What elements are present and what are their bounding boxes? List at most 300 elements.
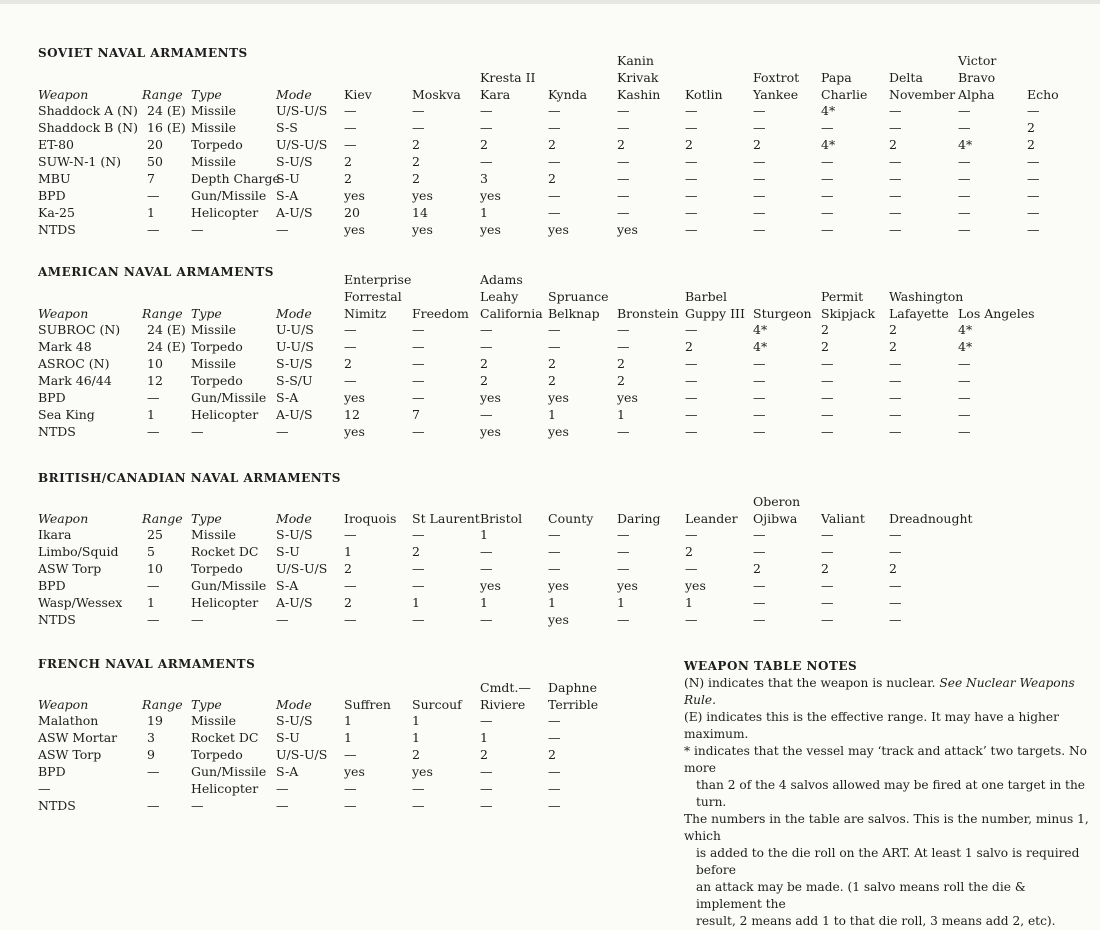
column-header: Victor xyxy=(958,53,997,68)
table-cell: 4* xyxy=(753,339,768,354)
table-cell: — xyxy=(753,205,766,220)
column-header: Enterprise xyxy=(344,272,412,287)
table-cell: — xyxy=(344,578,357,593)
table-cell: 1 xyxy=(548,407,556,422)
table-cell: — xyxy=(821,373,834,388)
table-cell: 2 xyxy=(821,322,829,337)
note-text: (N) indicates that the weapon is nuclear. xyxy=(684,676,936,690)
table-cell: 1 xyxy=(147,407,155,422)
table-cell: — xyxy=(548,713,561,728)
table-cell: 50 xyxy=(147,154,163,169)
column-header: Oberon xyxy=(753,494,801,509)
table-cell: — xyxy=(344,120,357,135)
table-cell: yes xyxy=(548,390,569,405)
table-cell: — xyxy=(821,407,834,422)
notes-body xyxy=(684,675,1094,930)
table-cell: 2 xyxy=(685,544,693,559)
column-header: Adams xyxy=(480,272,523,287)
table-cell: Missile xyxy=(191,120,237,135)
table-cell: 1 xyxy=(147,205,155,220)
table-cell: — xyxy=(617,424,630,439)
table-cell: — xyxy=(147,798,160,813)
column-header: Belknap xyxy=(548,306,600,321)
table-cell: — xyxy=(958,356,971,371)
table-cell: 1 xyxy=(344,713,352,728)
table-cell: 24 (E) xyxy=(147,103,186,118)
note-line xyxy=(684,743,1094,777)
table-cell: S-U/S xyxy=(276,154,313,169)
table-cell: 2 xyxy=(480,356,488,371)
table-cell: 1 xyxy=(344,544,352,559)
table-cell: 20 xyxy=(147,137,163,152)
table-cell: — xyxy=(412,103,425,118)
table-cell: 4* xyxy=(958,322,973,337)
weapon-cell: BPD xyxy=(38,390,66,405)
table-cell: 2 xyxy=(821,561,829,576)
table-cell: — xyxy=(344,781,357,796)
table-cell: S-U xyxy=(276,730,300,745)
table-cell: — xyxy=(958,103,971,118)
table-cell: — xyxy=(753,120,766,135)
table-cell: 1 xyxy=(685,595,693,610)
column-header: Leahy xyxy=(480,289,519,304)
table-cell: S-S xyxy=(276,120,298,135)
table-cell: yes xyxy=(344,390,365,405)
table-cell: — xyxy=(480,322,493,337)
table-cell: 1 xyxy=(480,595,488,610)
column-header: Delta xyxy=(889,70,923,85)
table-cell: — xyxy=(147,424,160,439)
table-cell: 2 xyxy=(617,137,625,152)
table-cell: yes xyxy=(617,390,638,405)
note-text: is added to the die roll on the ART. At least 1 salvo is required before xyxy=(696,846,1080,877)
note-text: * indicates that the vessel may ‘track and attack’ two targets. No more xyxy=(684,744,1088,775)
table-cell: 2 xyxy=(617,356,625,371)
table-cell: 2 xyxy=(412,747,420,762)
column-header: Bronstein xyxy=(617,306,679,321)
table-cell: — xyxy=(821,205,834,220)
note-emphasis: See Nuclear Weapons Rule. xyxy=(684,676,1075,707)
table-cell: — xyxy=(889,188,902,203)
table-cell: — xyxy=(958,120,971,135)
table-cell: A-U/S xyxy=(276,407,313,422)
column-header: Range xyxy=(142,306,183,321)
table-cell: — xyxy=(685,188,698,203)
note-line xyxy=(684,879,1094,913)
table-cell: 1 xyxy=(617,595,625,610)
table-cell: — xyxy=(889,595,902,610)
table-cell: — xyxy=(889,103,902,118)
table-cell: S-A xyxy=(276,578,299,593)
column-header: Moskva xyxy=(412,87,461,102)
column-header: Iroquois xyxy=(344,511,397,526)
table-cell: — xyxy=(344,798,357,813)
table-cell: yes xyxy=(617,578,638,593)
table-cell: — xyxy=(412,781,425,796)
table-cell: — xyxy=(958,222,971,237)
table-cell: — xyxy=(548,154,561,169)
table-cell: — xyxy=(889,544,902,559)
table-cell: — xyxy=(685,154,698,169)
table-cell: 9 xyxy=(147,747,155,762)
column-header: Bristol xyxy=(480,511,523,526)
table-cell: — xyxy=(147,390,160,405)
table-cell: 2 xyxy=(344,171,352,186)
column-header: Bravo xyxy=(958,70,996,85)
column-header: Permit xyxy=(821,289,864,304)
weapon-cell: Shaddock A (N) xyxy=(38,103,138,118)
table-cell: 2 xyxy=(1027,137,1035,152)
table-cell: — xyxy=(958,154,971,169)
table-cell: Gun/Missile xyxy=(191,390,267,405)
table-cell: 1 xyxy=(412,730,420,745)
table-cell: yes xyxy=(480,222,501,237)
weapon-cell: BPD xyxy=(38,764,66,779)
table-cell: yes xyxy=(548,578,569,593)
table-cell: yes xyxy=(480,578,501,593)
column-header: Weapon xyxy=(38,306,89,321)
weapon-cell: — xyxy=(38,781,51,796)
table-cell: S-A xyxy=(276,764,299,779)
column-header: Kynda xyxy=(548,87,588,102)
table-cell: — xyxy=(412,390,425,405)
column-header: Weapon xyxy=(38,87,89,102)
table-cell: — xyxy=(276,424,289,439)
weapon-cell: SUBROC (N) xyxy=(38,322,121,337)
table-cell: yes xyxy=(412,764,433,779)
table-cell: 2 xyxy=(480,747,488,762)
table-cell: — xyxy=(685,356,698,371)
column-header: Mode xyxy=(276,306,312,321)
column-header: Mode xyxy=(276,697,312,712)
column-header: Kashin xyxy=(617,87,661,102)
column-header: Washington xyxy=(889,289,964,304)
column-header: Type xyxy=(191,87,222,102)
table-cell: A-U/S xyxy=(276,205,313,220)
column-header: Terrible xyxy=(548,697,599,712)
table-cell: U/S-U/S xyxy=(276,561,328,576)
table-cell: — xyxy=(821,390,834,405)
column-header: Valiant xyxy=(821,511,865,526)
table-cell: — xyxy=(753,356,766,371)
table-cell: 1 xyxy=(147,595,155,610)
table-cell: — xyxy=(821,356,834,371)
table-cell: — xyxy=(1027,171,1040,186)
weapon-cell: ASW Torp xyxy=(38,747,102,762)
weapon-cell: NTDS xyxy=(38,798,76,813)
table-cell: — xyxy=(889,527,902,542)
table-cell: — xyxy=(548,322,561,337)
column-header: Type xyxy=(191,511,222,526)
table-cell: yes xyxy=(480,424,501,439)
table-cell: — xyxy=(821,188,834,203)
table-cell: 2 xyxy=(548,747,556,762)
column-header: Foxtrot xyxy=(753,70,800,85)
table-cell: 2 xyxy=(548,137,556,152)
table-cell: — xyxy=(480,103,493,118)
table-cell: — xyxy=(889,407,902,422)
table-cell: 24 (E) xyxy=(147,322,186,337)
table-cell: — xyxy=(147,764,160,779)
table-cell: — xyxy=(344,373,357,388)
table-cell: S-S/U xyxy=(276,373,313,388)
column-header: Freedom xyxy=(412,306,469,321)
table-cell: — xyxy=(685,407,698,422)
table-cell: — xyxy=(821,424,834,439)
table-cell: — xyxy=(1027,222,1040,237)
column-header: Guppy III xyxy=(685,306,745,321)
table-cell: U/S-U/S xyxy=(276,747,328,762)
table-cell: — xyxy=(412,561,425,576)
table-cell: — xyxy=(821,578,834,593)
table-cell: — xyxy=(191,612,204,627)
table-cell: — xyxy=(617,612,630,627)
column-header: Nimitz xyxy=(344,306,387,321)
table-cell: 1 xyxy=(412,595,420,610)
table-cell: 2 xyxy=(412,544,420,559)
table-cell: Missile xyxy=(191,154,237,169)
weapon-cell: Mark 48 xyxy=(38,339,92,354)
table-cell: 2 xyxy=(412,154,420,169)
table-cell: — xyxy=(480,544,493,559)
table-cell: 2 xyxy=(548,356,556,371)
table-cell: 2 xyxy=(412,171,420,186)
table-cell: — xyxy=(548,798,561,813)
table-cell: — xyxy=(1027,205,1040,220)
column-header: Kresta II xyxy=(480,70,536,85)
table-cell: — xyxy=(344,527,357,542)
weapon-cell: Sea King xyxy=(38,407,95,422)
table-cell: — xyxy=(958,424,971,439)
table-cell: — xyxy=(821,544,834,559)
table-cell: Helicopter xyxy=(191,407,259,422)
table-cell: 4* xyxy=(753,322,768,337)
table-cell: 3 xyxy=(147,730,155,745)
column-header: Leander xyxy=(685,511,738,526)
column-header: Ojibwa xyxy=(753,511,798,526)
table-cell: — xyxy=(480,612,493,627)
table-cell: — xyxy=(1027,188,1040,203)
table-cell: 2 xyxy=(821,339,829,354)
column-header: Weapon xyxy=(38,511,89,526)
column-header: Daring xyxy=(617,511,661,526)
column-header: Cmdt.— xyxy=(480,680,531,695)
column-header: Range xyxy=(142,511,183,526)
table-cell: — xyxy=(821,171,834,186)
table-cell: — xyxy=(753,222,766,237)
table-cell: yes xyxy=(480,390,501,405)
table-cell: S-U xyxy=(276,171,300,186)
weapon-cell: Ikara xyxy=(38,527,72,542)
table-cell: — xyxy=(412,798,425,813)
table-cell: — xyxy=(548,205,561,220)
table-cell: 3 xyxy=(480,171,488,186)
table-cell: — xyxy=(958,390,971,405)
weapon-cell: BPD xyxy=(38,188,66,203)
table-cell: — xyxy=(548,103,561,118)
table-cell: — xyxy=(480,781,493,796)
table-cell: — xyxy=(191,222,204,237)
table-cell: 2 xyxy=(344,356,352,371)
table-cell: — xyxy=(617,188,630,203)
table-cell: Missile xyxy=(191,356,237,371)
table-cell: S-U/S xyxy=(276,527,313,542)
table-cell: 2 xyxy=(685,137,693,152)
table-cell: — xyxy=(147,612,160,627)
weapon-cell: NTDS xyxy=(38,424,76,439)
table-cell: — xyxy=(548,544,561,559)
column-header: Range xyxy=(142,697,183,712)
column-header: Dreadnought xyxy=(889,511,973,526)
table-cell: 4* xyxy=(958,339,973,354)
table-cell: Torpedo xyxy=(191,373,243,388)
table-cell: — xyxy=(685,322,698,337)
column-header: Kiev xyxy=(344,87,372,102)
table-cell: 4* xyxy=(958,137,973,152)
column-header: California xyxy=(480,306,543,321)
table-cell: — xyxy=(753,171,766,186)
table-cell: — xyxy=(617,544,630,559)
table-cell: 2 xyxy=(344,561,352,576)
column-header: Kanin xyxy=(617,53,654,68)
table-cell: 2 xyxy=(753,137,761,152)
table-cell: 2 xyxy=(344,154,352,169)
table-cell: Helicopter xyxy=(191,205,259,220)
table-cell: — xyxy=(753,390,766,405)
table-cell: 1 xyxy=(412,713,420,728)
table-cell: 10 xyxy=(147,356,163,371)
weapon-cell: Limbo/Squid xyxy=(38,544,119,559)
table-cell: Rocket DC xyxy=(191,730,259,745)
column-header: Los Angeles xyxy=(958,306,1035,321)
table-cell: Missile xyxy=(191,103,237,118)
weapon-table-notes xyxy=(684,658,1094,930)
table-cell: U/S-U/S xyxy=(276,103,328,118)
table-cell: yes xyxy=(344,764,365,779)
weapon-cell: SUW-N-1 (N) xyxy=(38,154,122,169)
table-cell: 1 xyxy=(617,407,625,422)
table-cell: S-A xyxy=(276,390,299,405)
table-cell: — xyxy=(276,612,289,627)
table-cell: U-U/S xyxy=(276,339,314,354)
table-cell: — xyxy=(412,120,425,135)
table-cell: — xyxy=(617,205,630,220)
table-cell: — xyxy=(685,222,698,237)
table-cell: — xyxy=(412,356,425,371)
table-cell: yes xyxy=(412,188,433,203)
column-header: Spruance xyxy=(548,289,609,304)
table-cell: Gun/Missile xyxy=(191,764,267,779)
section-title: FRENCH NAVAL ARMAMENTS xyxy=(38,657,256,671)
table-cell: 24 (E) xyxy=(147,339,186,354)
table-cell: 2 xyxy=(889,339,897,354)
table-cell: — xyxy=(617,120,630,135)
table-cell: — xyxy=(685,120,698,135)
table-cell: 1 xyxy=(480,730,488,745)
table-cell: 7 xyxy=(147,171,155,186)
table-cell: — xyxy=(412,322,425,337)
note-line xyxy=(684,913,1094,930)
table-cell: 2 xyxy=(889,137,897,152)
note-text: The numbers in the table are salvos. This is the number, minus 1, which xyxy=(684,812,1089,843)
table-cell: Missile xyxy=(191,713,237,728)
table-cell: — xyxy=(617,527,630,542)
table-cell: — xyxy=(191,424,204,439)
table-cell: Gun/Missile xyxy=(191,188,267,203)
table-cell: — xyxy=(821,527,834,542)
table-cell: — xyxy=(344,103,357,118)
table-cell: — xyxy=(753,612,766,627)
table-cell: — xyxy=(548,730,561,745)
column-header: Daphne xyxy=(548,680,597,695)
table-cell: — xyxy=(617,339,630,354)
table-cell: — xyxy=(821,120,834,135)
table-cell: — xyxy=(889,356,902,371)
table-cell: — xyxy=(480,561,493,576)
table-cell: — xyxy=(685,103,698,118)
table-cell: U-U/S xyxy=(276,322,314,337)
table-cell: — xyxy=(344,137,357,152)
column-header: Barbel xyxy=(685,289,728,304)
table-cell: 1 xyxy=(480,527,488,542)
table-cell: 2 xyxy=(480,373,488,388)
column-header: Riviere xyxy=(480,697,526,712)
table-cell: 1 xyxy=(548,595,556,610)
table-cell: 4* xyxy=(821,137,836,152)
table-cell: — xyxy=(685,373,698,388)
column-header: Sturgeon xyxy=(753,306,812,321)
weapon-cell: Ka-25 xyxy=(38,205,75,220)
table-cell: — xyxy=(889,154,902,169)
table-cell: yes xyxy=(617,222,638,237)
column-header: Forrestal xyxy=(344,289,402,304)
table-cell: A-U/S xyxy=(276,595,313,610)
table-cell: — xyxy=(548,120,561,135)
note-text: than 2 of the 4 salvos allowed may be fired at one target in the turn. xyxy=(696,778,1086,809)
table-cell: Depth Charge xyxy=(191,171,280,186)
table-cell: 4* xyxy=(821,103,836,118)
table-cell: — xyxy=(412,373,425,388)
table-cell: — xyxy=(1027,103,1040,118)
table-cell: yes xyxy=(548,222,569,237)
table-cell: 2 xyxy=(889,561,897,576)
table-cell: 12 xyxy=(344,407,360,422)
note-line xyxy=(684,845,1094,879)
column-header: Kara xyxy=(480,87,511,102)
table-cell: — xyxy=(889,222,902,237)
note-text: (E) indicates this is the effective range. It may have a higher maximum. xyxy=(684,710,1059,741)
table-cell: — xyxy=(344,612,357,627)
table-cell: 2 xyxy=(617,373,625,388)
note-line xyxy=(684,675,1094,709)
weapon-cell: ASW Torp xyxy=(38,561,102,576)
table-cell: — xyxy=(480,339,493,354)
table-cell: S-U/S xyxy=(276,713,313,728)
table-cell: 2 xyxy=(685,339,693,354)
table-cell: — xyxy=(147,578,160,593)
table-cell: yes xyxy=(685,578,706,593)
table-cell: 14 xyxy=(412,205,428,220)
weapon-cell: MBU xyxy=(38,171,71,186)
table-cell: 7 xyxy=(412,407,420,422)
weapon-cell: ET-80 xyxy=(38,137,74,152)
table-cell: 16 (E) xyxy=(147,120,186,135)
column-header: Yankee xyxy=(753,87,799,102)
table-cell: — xyxy=(344,747,357,762)
table-cell: — xyxy=(685,527,698,542)
column-header: Mode xyxy=(276,87,312,102)
column-header: Weapon xyxy=(38,697,89,712)
